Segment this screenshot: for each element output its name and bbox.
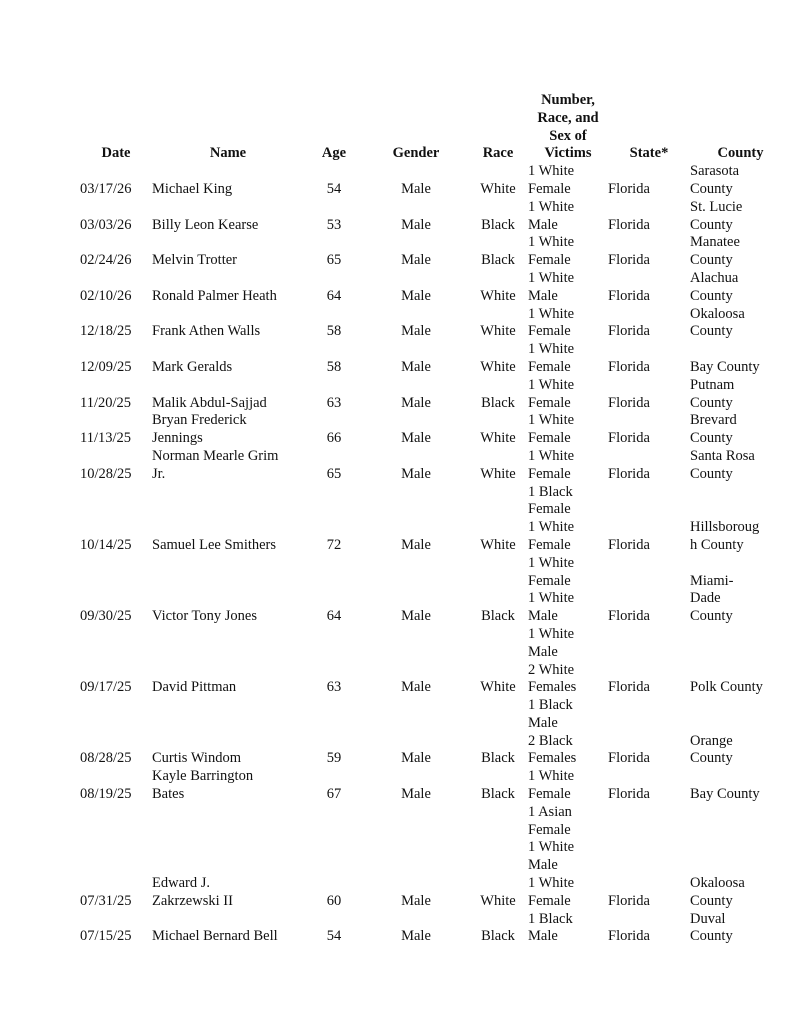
race-cell: Black (481, 252, 515, 269)
date-cell: 09/17/25 (80, 679, 132, 696)
race-cell: Black (481, 608, 515, 625)
race-cell: Black (481, 750, 515, 767)
table-row (80, 804, 791, 911)
header-row (80, 92, 791, 163)
name-cell: Frank Athen Walls (152, 323, 261, 340)
victims-cell: 1 White Male (528, 269, 575, 304)
age-cell: 63 (326, 394, 342, 411)
race-cell: Black (481, 928, 515, 945)
age-cell: 54 (326, 928, 342, 945)
name-cell: Michael Bernard Bell (152, 928, 278, 945)
state-cell: Florida (608, 287, 650, 304)
table-row (80, 448, 791, 484)
header-gender: Gender (392, 145, 440, 162)
county-cell: Alachua County (690, 269, 739, 304)
table-row (80, 270, 791, 306)
age-cell: 58 (326, 323, 342, 340)
table-row (80, 199, 791, 235)
gender-cell: Male (401, 252, 431, 269)
gender-cell: Male (401, 465, 431, 482)
victims-cell: 1 Black Female 1 White Female (528, 483, 575, 553)
race-cell: White (480, 430, 516, 447)
date-cell: 10/14/25 (80, 536, 132, 553)
victims-cell: 1 Black Male (528, 910, 573, 945)
state-cell: Florida (608, 216, 650, 233)
victims-cell: 1 White Female (528, 305, 575, 340)
victims-cell: 1 Asian Female 1 White Male 1 White Female (528, 803, 575, 909)
county-cell: Bay County (690, 786, 760, 803)
name-cell: Michael King (152, 180, 233, 197)
victims-cell: 1 White Female (528, 768, 575, 803)
name-cell: Victor Tony Jones (152, 608, 257, 625)
date-cell: 10/28/25 (80, 465, 132, 482)
name-cell: Kayle Barrington Bates (152, 768, 254, 803)
state-cell: Florida (608, 180, 650, 197)
gender-cell: Male (401, 358, 431, 375)
age-cell: 64 (326, 287, 342, 304)
date-cell: 07/31/25 (80, 892, 132, 909)
age-cell: 58 (326, 358, 342, 375)
county-cell: Orange County (690, 732, 733, 767)
age-cell: 53 (326, 216, 342, 233)
table-row (80, 484, 791, 555)
state-cell: Florida (608, 358, 650, 375)
header-race: Race (482, 145, 514, 162)
county-cell: Manatee County (690, 234, 740, 269)
date-cell: 11/13/25 (80, 430, 132, 447)
table-row (80, 412, 791, 448)
name-cell: Samuel Lee Smithers (152, 536, 277, 553)
date-cell: 07/15/25 (80, 928, 132, 945)
header-victims: Number, Race, and Sex of Victims (537, 92, 599, 162)
date-cell: 12/09/25 (80, 358, 132, 375)
county-cell: Santa Rosa County (690, 447, 755, 482)
table-row (80, 555, 791, 626)
table-row (80, 306, 791, 342)
county-cell: Brevard County (690, 412, 737, 447)
date-cell: 09/30/25 (80, 608, 132, 625)
header-county: County (717, 145, 764, 162)
gender-cell: Male (401, 287, 431, 304)
age-cell: 67 (326, 786, 342, 803)
age-cell: 54 (326, 180, 342, 197)
name-cell: Melvin Trotter (152, 252, 237, 269)
state-cell: Florida (608, 536, 650, 553)
name-cell: Ronald Palmer Heath (152, 287, 277, 304)
name-cell: David Pittman (152, 679, 237, 696)
date-cell: 12/18/25 (80, 323, 132, 340)
victims-cell: 1 White Male (528, 198, 575, 233)
county-cell: Bay County (690, 358, 760, 375)
victims-cell: 1 White Female (528, 376, 575, 411)
state-cell: Florida (608, 928, 650, 945)
age-cell: 60 (326, 892, 342, 909)
header-date: Date (101, 145, 131, 162)
date-cell: 08/19/25 (80, 786, 132, 803)
county-cell: Duval County (690, 910, 733, 945)
table-row (80, 768, 791, 804)
age-cell: 59 (326, 750, 342, 767)
victims-cell: 1 Black Male 2 Black Females (528, 697, 577, 767)
age-cell: 64 (326, 608, 342, 625)
table-row (80, 377, 791, 413)
gender-cell: Male (401, 216, 431, 233)
race-cell: White (480, 358, 516, 375)
date-cell: 02/24/26 (80, 252, 132, 269)
race-cell: Black (481, 786, 515, 803)
gender-cell: Male (401, 786, 431, 803)
gender-cell: Male (401, 430, 431, 447)
date-cell: 03/03/26 (80, 216, 132, 233)
name-cell: Edward J. Zakrzewski II (152, 875, 233, 909)
victims-cell: 1 White Female (528, 234, 575, 269)
table-row (80, 234, 791, 270)
name-cell: Norman Mearle Grim Jr. (152, 447, 279, 482)
county-cell: Polk County (690, 679, 763, 696)
race-cell: White (480, 287, 516, 304)
age-cell: 72 (326, 536, 342, 553)
age-cell: 65 (326, 465, 342, 482)
table-row (80, 163, 791, 199)
age-cell: 65 (326, 252, 342, 269)
state-cell: Florida (608, 892, 650, 909)
header-state: State* (629, 145, 669, 162)
gender-cell: Male (401, 608, 431, 625)
name-cell: Mark Geralds (152, 358, 233, 375)
victims-cell: 1 White Female (528, 163, 575, 197)
gender-cell: Male (401, 750, 431, 767)
victims-cell: 1 White Male 2 White Females (528, 625, 577, 696)
name-cell: Curtis Windom (152, 750, 241, 767)
name-cell: Billy Leon Kearse (152, 216, 259, 233)
race-cell: Black (481, 394, 515, 411)
state-cell: Florida (608, 394, 650, 411)
county-cell: Sarasota County (690, 163, 740, 197)
victims-cell: 1 White Female (528, 412, 575, 447)
date-cell: 08/28/25 (80, 750, 132, 767)
table-row (80, 697, 791, 768)
gender-cell: Male (401, 679, 431, 696)
county-cell: Okaloosa County (690, 305, 745, 340)
gender-cell: Male (401, 323, 431, 340)
gender-cell: Male (401, 928, 431, 945)
state-cell: Florida (608, 679, 650, 696)
race-cell: Black (481, 216, 515, 233)
state-cell: Florida (608, 750, 650, 767)
race-cell: White (480, 323, 516, 340)
county-cell: Okaloosa County (690, 875, 745, 909)
state-cell: Florida (608, 323, 650, 340)
victims-cell: 1 White Female (528, 447, 575, 482)
gender-cell: Male (401, 394, 431, 411)
age-cell: 66 (326, 430, 342, 447)
gender-cell: Male (401, 180, 431, 197)
county-cell: St. Lucie County (690, 198, 743, 233)
header-age: Age (321, 145, 347, 162)
date-cell: 11/20/25 (80, 394, 132, 411)
county-cell: Putnam County (690, 376, 735, 411)
county-cell: Miami- Dade County (690, 572, 734, 625)
gender-cell: Male (401, 892, 431, 909)
victims-cell: 1 White Female (528, 341, 575, 375)
table-row (80, 911, 791, 947)
state-cell: Florida (608, 252, 650, 269)
date-cell: 03/17/26 (80, 180, 132, 197)
race-cell: White (480, 180, 516, 197)
county-cell: Hillsboroug h County (690, 519, 760, 553)
header-name: Name (209, 145, 247, 162)
race-cell: White (480, 679, 516, 696)
table-row (80, 626, 791, 697)
race-cell: White (480, 892, 516, 909)
race-cell: White (480, 465, 516, 482)
age-cell: 63 (326, 679, 342, 696)
state-cell: Florida (608, 608, 650, 625)
state-cell: Florida (608, 786, 650, 803)
table-body (80, 163, 791, 946)
name-cell: Malik Abdul-Sajjad (152, 394, 267, 411)
table-row (80, 341, 791, 377)
name-cell: Bryan Frederick Jennings (152, 412, 247, 447)
state-cell: Florida (608, 465, 650, 482)
gender-cell: Male (401, 536, 431, 553)
victims-cell: 1 White Female 1 White Male (528, 554, 575, 625)
date-cell: 02/10/26 (80, 287, 132, 304)
state-cell: Florida (608, 430, 650, 447)
executions-table (80, 92, 791, 946)
race-cell: White (480, 536, 516, 553)
